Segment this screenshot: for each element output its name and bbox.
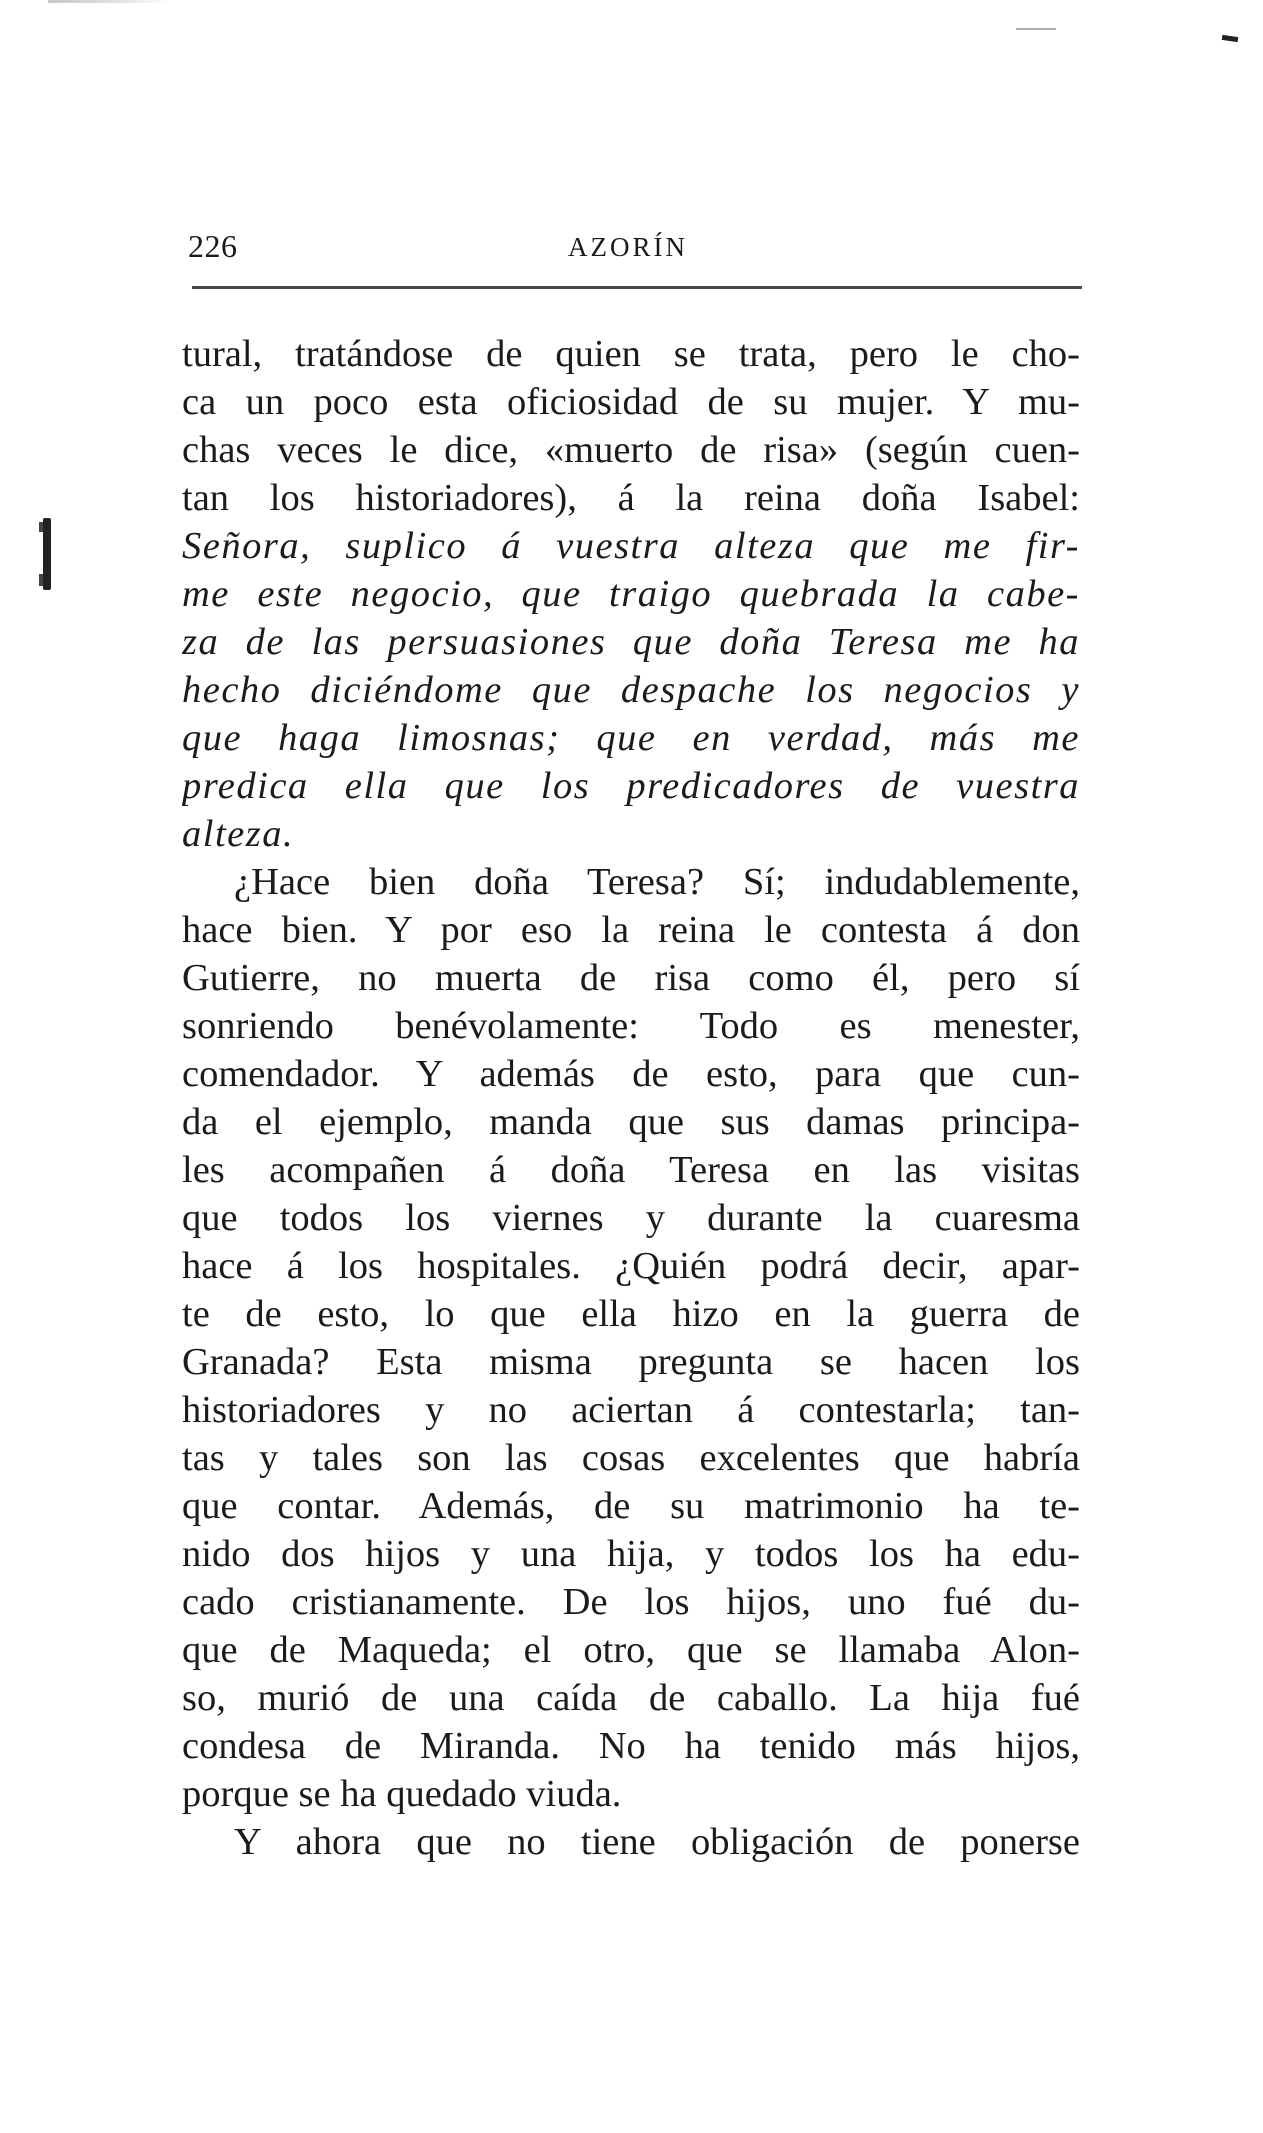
text-line: Granada? Esta misma pregunta se hacen los xyxy=(182,1341,1080,1383)
text-line: ¿Hace bien doña Teresa? Sí; indudablemente, xyxy=(234,861,1080,903)
page-header xyxy=(188,228,1078,278)
text-line: te de esto, lo que ella hizo en la guerra de xyxy=(182,1293,1080,1335)
text-line-italic: predica ella que los predicadores de vuestra xyxy=(182,765,1080,807)
page-number: 226 xyxy=(188,228,238,264)
text-line: que todos los viernes y durante la cuaresma xyxy=(182,1197,1080,1239)
text-line-italic: que haga limosnas; que en verdad, más me xyxy=(182,717,1080,759)
text-line: chas veces le dice, «muerto de risa» (según cuen- xyxy=(182,429,1080,471)
text-line: nido dos hijos y una hija, y todos los ha edu- xyxy=(182,1533,1080,1575)
text-line: comendador. Y además de esto, para que cun- xyxy=(182,1053,1080,1095)
text-line-italic: hecho diciéndome que despache los negocios y xyxy=(182,669,1080,711)
text-line: Gutierre, no muerta de risa como él, pero sí xyxy=(182,957,1080,999)
scan-artifact-margin-bar xyxy=(43,518,51,590)
text-line: ca un poco esta oficiosidad de su mujer. Y mu- xyxy=(182,381,1080,423)
text-line: hace bien. Y por eso la reina le contesta á don xyxy=(182,909,1080,951)
text-line: porque se ha quedado viuda. xyxy=(182,1773,622,1815)
running-head: AZORÍN xyxy=(568,232,688,262)
text-line: cado cristianamente. De los hijos, uno fué du- xyxy=(182,1581,1080,1623)
body-text xyxy=(182,330,1080,1866)
text-line: tural, tratándose de quien se trata, pero le cho- xyxy=(182,333,1080,375)
scan-artifact-top xyxy=(48,0,168,3)
text-line: les acompañen á doña Teresa en las visitas xyxy=(182,1149,1080,1191)
scan-artifact-mark xyxy=(1222,35,1239,42)
text-line: Y ahora que no tiene obligación de ponerse xyxy=(234,1821,1080,1863)
text-line: hace á los hospitales. ¿Quién podrá decir, apar- xyxy=(182,1245,1080,1287)
text-line: so, murió de una caída de caballo. La hija fué xyxy=(182,1677,1080,1719)
text-line: tan los historiadores), á la reina doña Isabel: xyxy=(182,477,1080,519)
text-line-italic: me este negocio, que traigo quebrada la cabe- xyxy=(182,573,1080,615)
text-line: tas y tales son las cosas excelentes que habría xyxy=(182,1437,1080,1479)
header-rule xyxy=(192,286,1082,289)
scan-artifact-dash xyxy=(1016,28,1056,30)
text-line: da el ejemplo, manda que sus damas principa- xyxy=(182,1101,1080,1143)
text-line: que de Maqueda; el otro, que se llamaba Alon- xyxy=(182,1629,1080,1671)
text-line-italic: Señora, suplico á vuestra alteza que me fir- xyxy=(182,525,1080,567)
text-line: condesa de Miranda. No ha tenido más hijos, xyxy=(182,1725,1080,1767)
text-line-italic: alteza. xyxy=(182,813,295,855)
text-line: que contar. Además, de su matrimonio ha te- xyxy=(182,1485,1080,1527)
text-line: sonriendo benévolamente: Todo es menester, xyxy=(182,1005,1080,1047)
text-line-italic: za de las persuasiones que doña Teresa me ha xyxy=(182,621,1080,663)
text-line: historiadores y no aciertan á contestarla; tan- xyxy=(182,1389,1080,1431)
